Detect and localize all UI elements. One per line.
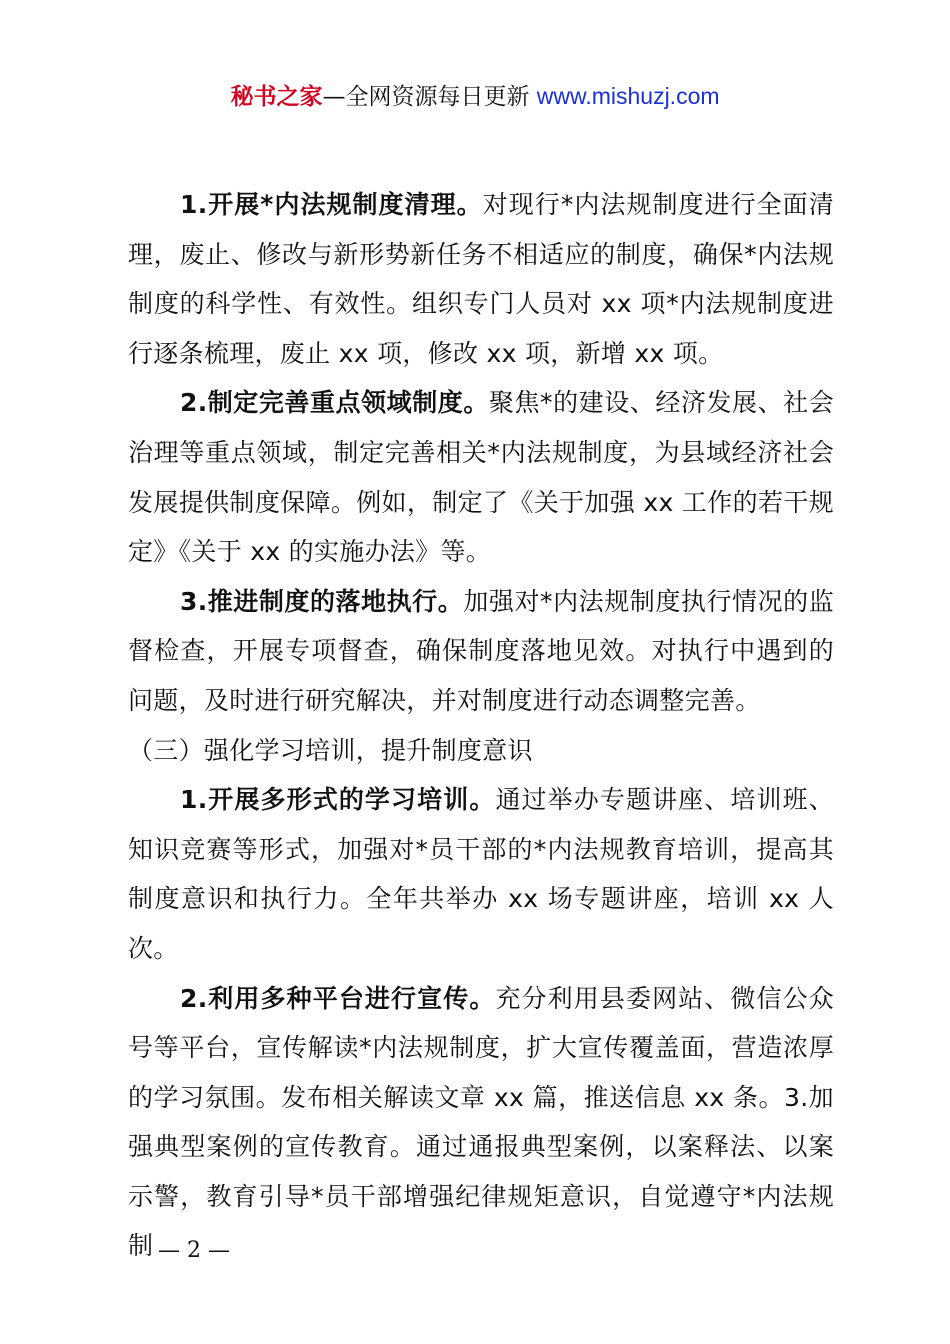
paragraph-1 [128, 180, 834, 378]
site-url[interactable]: www.mishuzj.com [536, 83, 720, 109]
paragraph-text: 聚焦*的建设、经济发展、社会治理等重点领域，制定完善相关*内法规制度，为县域经济社会发展提供制度保障。例如，制定了《关于加强 xx 工作的若干规定》《关于 xx 的实施办法》等。 [128, 388, 835, 567]
header-tagline: —全网资源每日更新 [322, 84, 537, 110]
paragraph-lead: 1.开展*内法规制度清理。 [180, 190, 483, 219]
paragraph-5 [128, 974, 834, 1272]
brand-name: 秘书之家 [230, 84, 323, 110]
paragraph-text: 通过举办专题讲座、培训班、知识竞赛等形式，加强对*员干部的*内法规教育培训，提高其制度意识和执行力。全年共举办 xx 场专题讲座，培训 xx 人次。 [128, 785, 835, 963]
document-body [128, 180, 834, 1271]
paragraph-text: 对现行*内法规制度进行全面清理，废止、修改与新形势新任务不相适应的制度，确保*内法规制度的科学性、有效性。组织专门人员对 xx 项*内法规制度进行逐条梳理，废止 xx 项，修改 xx 项，新增 xx 项。 [128, 190, 834, 368]
paragraph-lead: 2.利用多种平台进行宣传。 [180, 983, 496, 1013]
paragraph-3 [128, 577, 834, 726]
paragraph-lead: 1.开展多形式的学习培训。 [180, 785, 496, 815]
paragraph-2 [128, 378, 834, 576]
paragraph-lead: 3.推进制度的落地执行。 [180, 586, 464, 616]
site-header [0, 80, 950, 113]
page-number: — 2 — [158, 1238, 230, 1263]
paragraph-lead: 2.制定完善重点领域制度。 [180, 388, 489, 418]
section-heading: （三）强化学习培训，提升制度意识 [128, 735, 533, 765]
paragraph-text: 加强对*内法规制度执行情况的监督检查，开展专项督查，确保制度落地见效。对执行中遇到的问题，及时进行研究解决，并对制度进行动态调整完善。 [128, 586, 834, 715]
paragraph-text: 充分利用县委网站、微信公众号等平台，宣传解读*内法规制度，扩大宣传覆盖面，营造浓厚的学习氛围。发布相关解读文章 xx 篇，推送信息 xx 条。3.加强典型案例的宣传教育。通过通报典型案例，以案释法、以案示警，教育引导*员干部增强纪律规矩意识，自觉遵守*内法规制 [128, 983, 835, 1261]
paragraph-4 [128, 775, 834, 973]
